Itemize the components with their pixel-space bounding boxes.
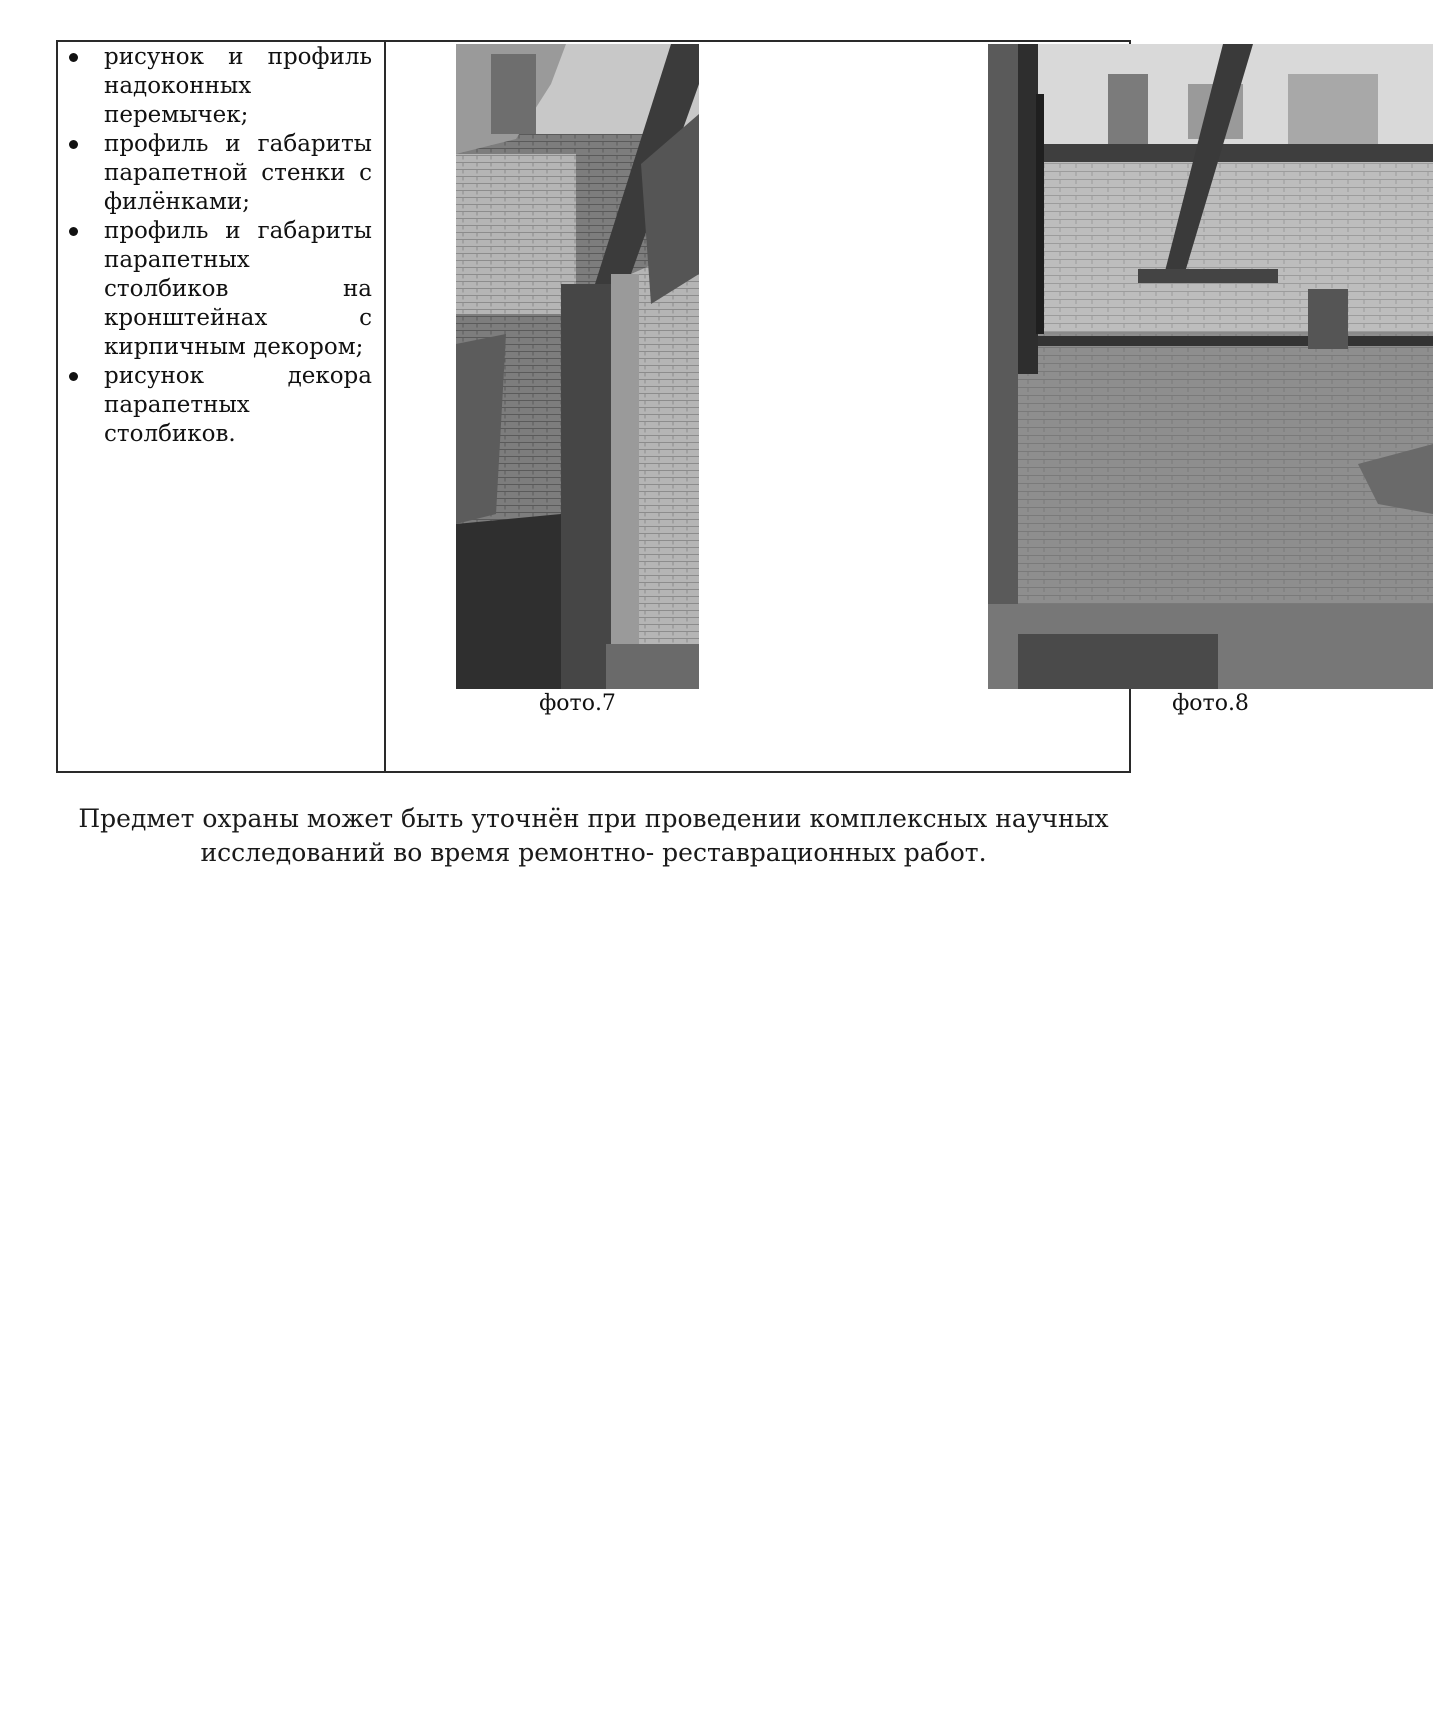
protection-subject-table xyxy=(56,40,1249,773)
list-item-text: рисунок декора парапетных столбиков. xyxy=(104,363,372,447)
photo-8-image xyxy=(988,44,1433,689)
bullet-icon xyxy=(69,227,78,236)
photo-7-caption: фото.7 xyxy=(539,691,616,716)
list-item xyxy=(64,217,372,362)
photo-7-image xyxy=(456,44,699,689)
features-cell xyxy=(58,42,384,771)
bullet-icon xyxy=(69,53,78,62)
list-item-text: профиль и габариты парапетных столбиков на кронштейнах с кирпичным декором; xyxy=(104,218,372,360)
note-line-2: исследований во время ремонтно- реставрационных работ. xyxy=(200,838,987,867)
photos-cell xyxy=(386,42,1249,771)
list-item xyxy=(64,43,372,130)
features-list xyxy=(64,43,372,449)
note-line-1: Предмет охраны может быть уточнён при проведении комплексных научных xyxy=(78,804,1109,833)
list-item-text: профиль и габариты парапетной стенки с филёнками; xyxy=(104,131,372,215)
list-item-text: рисунок и профиль надоконных перемычек; xyxy=(104,44,372,128)
bullet-icon xyxy=(69,140,78,149)
bullet-icon xyxy=(69,372,78,381)
protection-note xyxy=(56,802,1131,870)
list-item xyxy=(64,130,372,217)
photo-8-caption: фото.8 xyxy=(1172,691,1249,716)
list-item xyxy=(64,362,372,449)
